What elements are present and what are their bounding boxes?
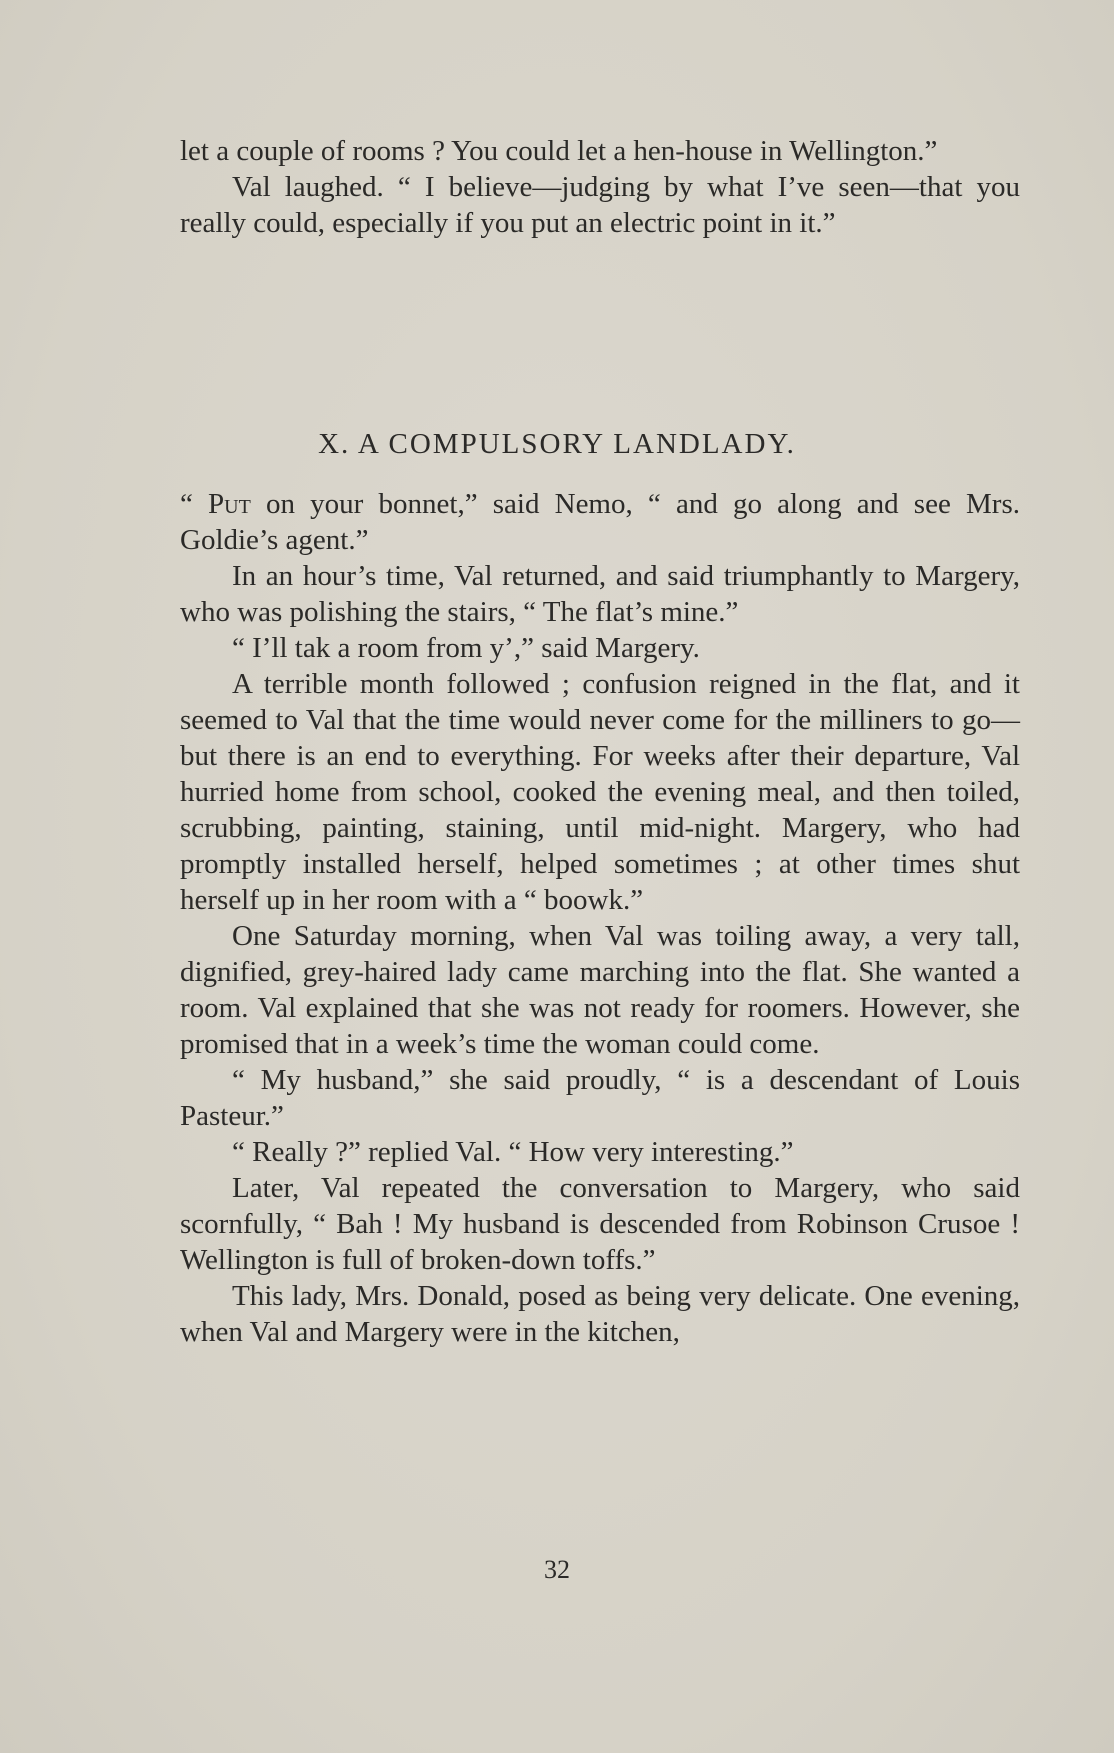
- chapter-body: [180, 486, 1020, 1350]
- paragraph-val-laughed: Val laughed. “ I believe—judging by what I’ve seen—that you really could, especially if you put an electric point in it.”: [180, 171, 1020, 239]
- paragraph: In an hour’s time, Val returned, and said triumphantly to Margery, who was polishing the stairs, “ The flat’s mine.”: [180, 560, 1020, 628]
- paragraph-continued: let a couple of rooms ? You could let a hen-house in Wellington.”: [180, 135, 938, 167]
- paragraph: “ My husband,” she said proudly, “ is a descendant of Louis Pasteur.”: [180, 1064, 1020, 1132]
- continuation-text: [180, 133, 1020, 241]
- chapter-heading: X. A COMPULSORY LANDLADY.: [318, 428, 796, 460]
- paragraph: This lady, Mrs. Donald, posed as being very delicate. One evening, when Val and Margery were in the kitchen,: [180, 1280, 1020, 1348]
- paragraph: “ I’ll tak a room from y’,” said Margery.: [232, 632, 700, 664]
- paragraph-opening: “ Put on your bonnet,” said Nemo, “ and go along and see Mrs. Goldie’s agent.”: [180, 488, 1020, 556]
- paragraph: Later, Val repeated the conversation to Margery, who said scornfully, “ Bah ! My husband is descended from Robinson Crusoe ! Wellington is full of broken-down toffs.”: [180, 1172, 1020, 1276]
- page-number: 32: [544, 1555, 570, 1584]
- opening-rest: on your bonnet,” said Nemo, “ and go along and see Mrs. Goldie’s agent.”: [180, 488, 1020, 556]
- paragraph: “ Really ?” replied Val. “ How very interesting.”: [232, 1136, 794, 1168]
- opening-word: Put: [208, 488, 251, 520]
- paragraph: One Saturday morning, when Val was toiling away, a very tall, dignified, grey-haired lady came marching into the flat. She wanted a room. Val explained that she was not ready for roomers. However, she promised that in a week’s time the woman could come.: [180, 920, 1020, 1060]
- paragraph: A terrible month followed ; confusion reigned in the flat, and it seemed to Val that the time would never come for the milliners to go—but there is an end to everything. For weeks after their departure, Val hurried home from school, cooked the evening meal, and then toiled, scrubbing, painting, staining, until mid-night. Margery, who had promptly installed herself, helped sometimes ; at other times shut herself up in her room with a “ boowk.”: [180, 668, 1020, 916]
